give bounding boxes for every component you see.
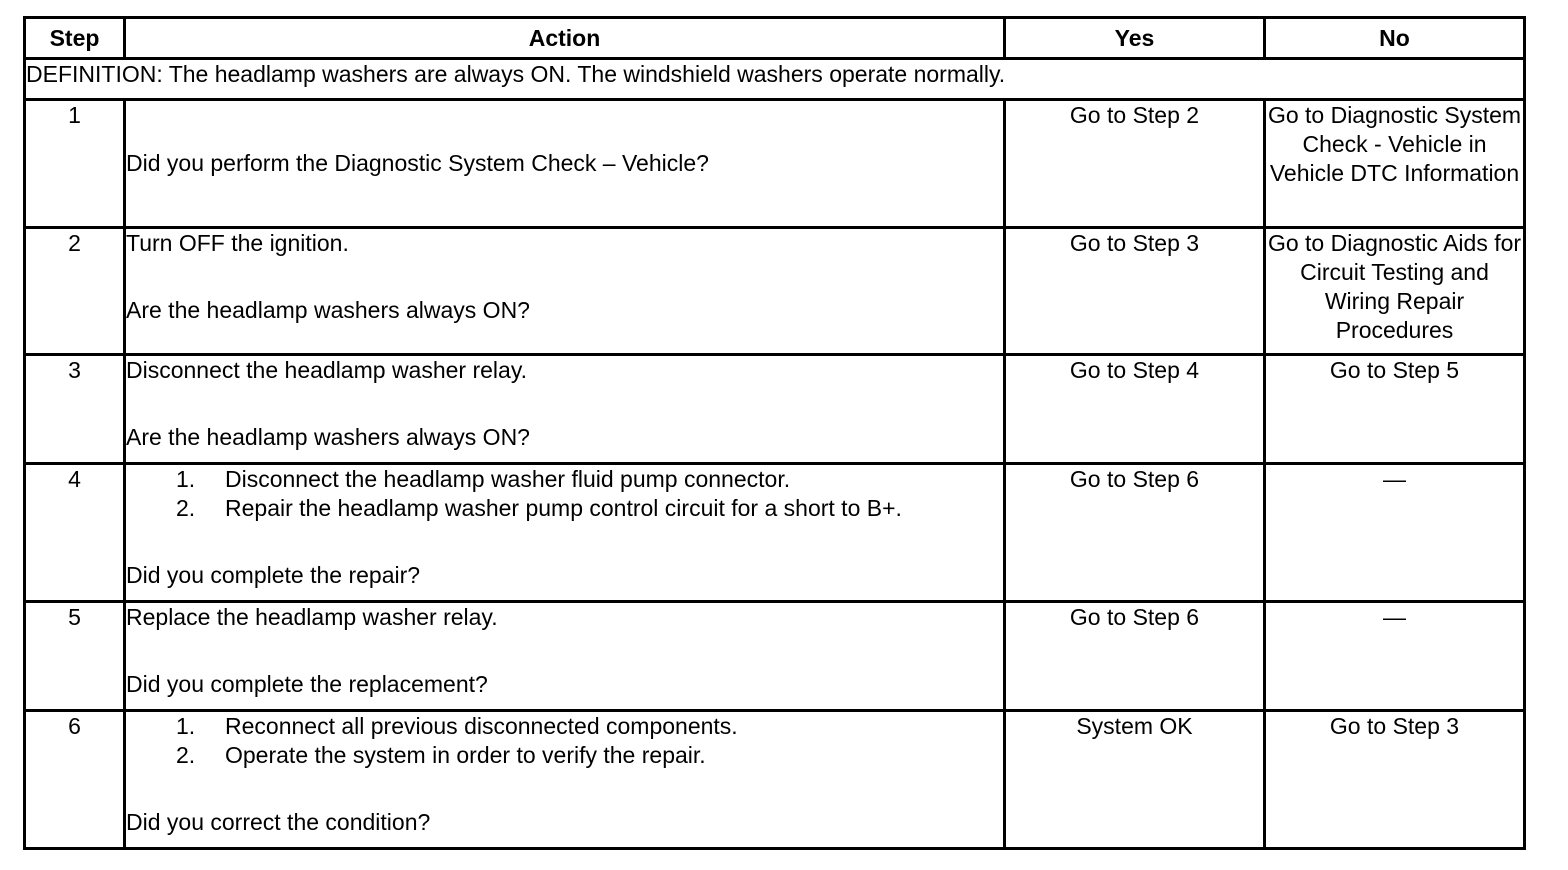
no-cell: Go to Diagnostic System Check - Vehicle in Vehicle DTC Information <box>1265 100 1525 228</box>
action-question: Did you complete the repair? <box>126 562 421 588</box>
no-cell: Go to Step 5 <box>1265 355 1525 464</box>
table-row <box>25 100 1525 228</box>
table-row <box>25 228 1525 355</box>
list-text: Repair the headlamp washer pump control circuit for a short to B+. <box>225 495 902 521</box>
definition-text: DEFINITION: The headlamp washers are always ON. The windshield washers operate normally. <box>25 59 1525 100</box>
list-item <box>126 494 1003 523</box>
action-cell <box>125 355 1005 464</box>
header-step: Step <box>25 18 125 59</box>
action-cell <box>125 711 1005 849</box>
step-number: 2 <box>25 228 125 355</box>
action-cell <box>125 228 1005 355</box>
list-text: Disconnect the headlamp washer fluid pump connector. <box>225 466 791 492</box>
yes-cell: System OK <box>1005 711 1265 849</box>
step-number: 6 <box>25 711 125 849</box>
header-no: No <box>1265 18 1525 59</box>
action-cell <box>125 602 1005 711</box>
header-action: Action <box>125 18 1005 59</box>
table-row <box>25 602 1525 711</box>
yes-cell: Go to Step 6 <box>1005 602 1265 711</box>
action-question: Did you correct the condition? <box>126 809 431 835</box>
table-row <box>25 711 1525 849</box>
table-row <box>25 464 1525 602</box>
step-number: 1 <box>25 100 125 228</box>
no-cell: Go to Step 3 <box>1265 711 1525 849</box>
action-question: Are the headlamp washers always ON? <box>126 424 530 450</box>
list-item <box>126 741 1003 770</box>
action-cell <box>125 100 1005 228</box>
list-text: Operate the system in order to verify the repair. <box>225 742 706 768</box>
header-yes: Yes <box>1005 18 1265 59</box>
action-cell <box>125 464 1005 602</box>
action-text: Disconnect the headlamp washer relay. <box>126 357 528 383</box>
list-item <box>126 712 1003 741</box>
list-number: 1. <box>176 713 196 739</box>
no-cell: — <box>1265 464 1525 602</box>
action-question: Did you complete the replacement? <box>126 671 488 697</box>
yes-cell: Go to Step 6 <box>1005 464 1265 602</box>
list-number: 2. <box>176 495 196 521</box>
yes-cell: Go to Step 2 <box>1005 100 1265 228</box>
header-row <box>25 18 1525 59</box>
action-text: Turn OFF the ignition. <box>126 230 349 256</box>
yes-cell: Go to Step 3 <box>1005 228 1265 355</box>
action-question: Are the headlamp washers always ON? <box>126 297 530 323</box>
action-text: Did you perform the Diagnostic System Check – Vehicle? <box>126 150 709 176</box>
list-number: 2. <box>176 742 196 768</box>
list-text: Reconnect all previous disconnected components. <box>225 713 738 739</box>
step-number: 4 <box>25 464 125 602</box>
no-cell: — <box>1265 602 1525 711</box>
table-row <box>25 355 1525 464</box>
list-number: 1. <box>176 466 196 492</box>
step-number: 5 <box>25 602 125 711</box>
diagnostic-table <box>23 16 1526 850</box>
definition-row <box>25 59 1525 100</box>
no-cell: Go to Diagnostic Aids for Circuit Testing and Wiring Repair Procedures <box>1265 228 1525 355</box>
action-text: Replace the headlamp washer relay. <box>126 604 498 630</box>
list-item <box>126 465 1003 494</box>
step-number: 3 <box>25 355 125 464</box>
yes-cell: Go to Step 4 <box>1005 355 1265 464</box>
